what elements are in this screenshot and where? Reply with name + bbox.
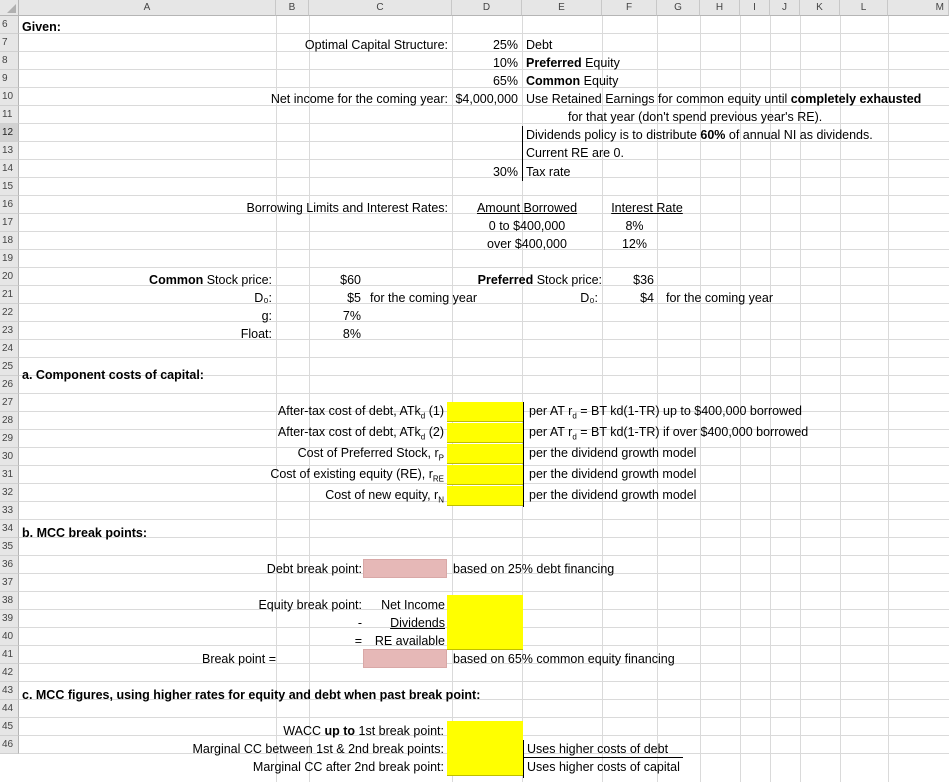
mcc-between-note: Uses higher costs of debt — [527, 742, 669, 756]
gridline — [19, 195, 949, 196]
gridline — [19, 519, 949, 520]
cost-input[interactable] — [447, 402, 523, 422]
cost-note-text: per the dividend growth model — [529, 488, 697, 502]
cost-label-text: After-tax cost of debt, ATk — [277, 425, 421, 439]
row-header[interactable]: 23 — [0, 322, 19, 340]
select-all-corner[interactable] — [0, 0, 19, 16]
row-header[interactable]: 7 — [0, 34, 19, 52]
cost-label — [200, 465, 444, 483]
tier2-rate: 12% — [621, 237, 648, 251]
cost-label-sub: RE — [432, 474, 444, 484]
row-header[interactable]: 42 — [0, 664, 19, 682]
dividends-input[interactable] — [447, 613, 523, 632]
debt-bp-input[interactable] — [363, 559, 447, 578]
row-header[interactable]: 38 — [0, 592, 19, 610]
common-stock-price-label — [100, 271, 272, 289]
col-header-m[interactable]: M — [888, 0, 949, 16]
cost-note — [529, 465, 696, 483]
div-policy-1: Dividends policy is to distribute — [526, 128, 701, 142]
note-border — [523, 740, 524, 778]
cost-input[interactable] — [447, 465, 523, 485]
row-header[interactable]: 8 — [0, 52, 19, 70]
row-header[interactable]: 9 — [0, 70, 19, 88]
cost-label-text: Cost of Preferred Stock, r — [297, 446, 439, 460]
common-rest: Equity — [583, 74, 619, 88]
note-border — [522, 126, 523, 181]
row-header[interactable]: 37 — [0, 574, 19, 592]
cost-label — [200, 444, 444, 462]
net-income-value: $4,000,000 — [455, 92, 518, 106]
net-income-label: Net income for the coming year: — [270, 92, 448, 106]
cost-note-text: per the dividend growth model — [529, 467, 697, 481]
gridline — [19, 393, 949, 394]
tier1-rate: 8% — [625, 219, 644, 233]
section-b-title: b. MCC break points: — [22, 526, 148, 540]
row-header[interactable]: 40 — [0, 628, 19, 646]
cost-label-text: Cost of new equity, r — [325, 488, 439, 502]
col-header-g[interactable]: G — [657, 0, 700, 16]
optimal-structure-label: Optimal Capital Structure: — [304, 38, 448, 52]
row-header[interactable]: 39 — [0, 610, 19, 628]
bp-label: Break point = — [201, 652, 276, 666]
cost-label-sub: d — [420, 432, 426, 442]
row-header[interactable]: 18 — [0, 232, 19, 250]
row-header[interactable]: 24 — [0, 340, 19, 358]
debt-label: Debt — [526, 38, 553, 52]
gridline — [19, 33, 949, 34]
cost-label — [200, 423, 444, 441]
mcc-after-label: Marginal CC after 2nd break point: — [252, 760, 444, 774]
row-header[interactable]: 21 — [0, 286, 19, 304]
cost-label-sub: P — [438, 453, 444, 463]
dividends-row-label: Dividends — [390, 616, 445, 630]
row-header[interactable]: 43 — [0, 682, 19, 700]
pref-stock-price: $36 — [633, 273, 654, 287]
cost-label-text: After-tax cost of debt, ATk — [277, 404, 421, 418]
debt-bp-note: based on 25% debt financing — [453, 562, 615, 576]
gridline — [309, 16, 310, 782]
pref-rest: Equity — [585, 56, 620, 70]
float-value: 8% — [342, 327, 361, 341]
col-header-l[interactable]: L — [840, 0, 888, 16]
col-header-b[interactable]: B — [276, 0, 309, 16]
row-header[interactable]: 32 — [0, 484, 19, 502]
row-header[interactable]: 10 — [0, 88, 19, 106]
common-label — [526, 72, 618, 90]
row-header[interactable]: 25 — [0, 358, 19, 376]
col-header-j[interactable]: J — [770, 0, 800, 16]
cost-note-text: per the dividend growth model — [529, 446, 697, 460]
col-header-f[interactable]: F — [602, 0, 657, 16]
cost-input[interactable] — [447, 486, 523, 506]
minus-sign: - — [357, 616, 362, 630]
mcc-between-input[interactable] — [447, 739, 523, 758]
mcc-after-input[interactable] — [447, 757, 523, 776]
float-label: Float: — [240, 327, 272, 341]
col-header-c[interactable]: C — [309, 0, 452, 16]
tax-label: Tax rate — [526, 165, 571, 179]
pref-stock-price-label — [420, 271, 602, 289]
mcc-between-label: Marginal CC between 1st & 2nd break points: — [192, 742, 444, 756]
row-header[interactable]: 34 — [0, 520, 19, 538]
cost-input[interactable] — [447, 423, 523, 443]
row-header[interactable]: 14 — [0, 160, 19, 178]
wacc-label — [150, 722, 444, 740]
mcc-after-note: Uses higher costs of capital — [527, 760, 680, 774]
row-header[interactable]: 20 — [0, 268, 19, 286]
gridline — [19, 357, 949, 358]
gridline — [19, 537, 949, 538]
row-header[interactable]: 26 — [0, 376, 19, 394]
common-bold: Common — [526, 74, 581, 88]
equals-sign: = — [354, 634, 362, 648]
note-border — [523, 757, 683, 758]
gridline — [19, 591, 949, 592]
row-header[interactable]: 46 — [0, 736, 19, 754]
gridline — [19, 717, 949, 718]
row-header[interactable]: 28 — [0, 412, 19, 430]
debt-bp-label: Debt break point: — [266, 562, 362, 576]
cost-input[interactable] — [447, 444, 523, 464]
re-note — [526, 90, 921, 108]
equity-bp-input[interactable] — [363, 649, 447, 668]
amount-borrowed-header: Amount Borrowed — [476, 201, 578, 215]
cost-note — [529, 423, 808, 441]
cost-label-text: Cost of existing equity (RE), r — [270, 467, 433, 481]
div-policy-2: of annual NI as dividends. — [725, 128, 873, 142]
row-header[interactable]: 16 — [0, 196, 19, 214]
pref-d0-value: $4 — [640, 291, 654, 305]
cost-label — [200, 402, 444, 420]
gridline — [19, 555, 949, 556]
cost-note — [529, 486, 696, 504]
cost-note-text: per AT r — [529, 425, 573, 439]
common-pct: 65% — [492, 74, 518, 88]
row-header[interactable]: 44 — [0, 700, 19, 718]
re-note-2: for that year (don't spend previous year's RE). — [568, 110, 823, 124]
common-stock-rest: Stock price: — [203, 273, 272, 287]
tier1-amount: 0 to $400,000 — [488, 219, 566, 233]
d0-note: for the coming year — [370, 291, 477, 305]
net-income-input[interactable] — [447, 595, 523, 614]
cost-note-rest: = BT kd(1-TR) up to $400,000 borrowed — [576, 404, 803, 418]
row-header[interactable]: 19 — [0, 250, 19, 268]
re-available-label: RE available — [374, 634, 445, 648]
debt-pct: 25% — [492, 38, 518, 52]
g-value: 7% — [342, 309, 361, 323]
cost-note — [529, 444, 696, 462]
tier2-amount: over $400,000 — [487, 237, 567, 251]
borrowing-label: Borrowing Limits and Interest Rates: — [246, 201, 448, 215]
gridline — [19, 681, 949, 682]
note-border — [523, 402, 524, 507]
row-header[interactable]: 17 — [0, 214, 19, 232]
cost-label-sub: d — [420, 411, 426, 421]
cost-label-sub: N — [438, 495, 444, 505]
common-stock-bold: Common — [149, 273, 204, 287]
row-header[interactable]: 30 — [0, 448, 19, 466]
re-available-input[interactable] — [447, 631, 523, 650]
pref-stock-bold: Preferred — [477, 273, 534, 287]
section-a-title: a. Component costs of capital: — [22, 368, 204, 382]
section-c-title: c. MCC figures, using higher rates for equity and debt when past break point: — [22, 688, 481, 702]
d0-value: $5 — [347, 291, 361, 305]
col-header-k[interactable]: K — [800, 0, 840, 16]
g-label: g: — [261, 309, 272, 323]
pref-stock-rest: Stock price: — [533, 273, 602, 287]
div-policy-bold: 60% — [700, 128, 726, 142]
cost-label — [200, 486, 444, 504]
bp-note: based on 65% common equity financing — [453, 652, 675, 666]
row-header[interactable]: 29 — [0, 430, 19, 448]
row-header[interactable]: 15 — [0, 178, 19, 196]
row-header[interactable]: 12 — [0, 124, 19, 142]
equity-bp-label: Equity break point: — [258, 598, 362, 612]
col-header-h[interactable]: H — [700, 0, 740, 16]
row-header[interactable]: 45 — [0, 718, 19, 736]
re-note-bold: completely exhausted — [790, 92, 922, 106]
wacc-1: WACC — [283, 724, 325, 738]
net-income-row-label: Net Income — [381, 598, 445, 612]
row-header[interactable]: 33 — [0, 502, 19, 520]
pref-d0-label: D₀: — [580, 291, 598, 305]
pref-d0-note: for the coming year — [666, 291, 773, 305]
gridline — [276, 16, 277, 782]
pref-bold: Preferred — [526, 56, 582, 70]
d0-label: D₀: — [254, 291, 272, 305]
pref-pct: 10% — [492, 56, 518, 70]
gridline — [888, 16, 889, 782]
gridline — [19, 159, 949, 160]
re-note-1: Use Retained Earnings for common equity until — [526, 92, 791, 106]
cost-note-rest: = BT kd(1-TR) if over $400,000 borrowed — [576, 425, 809, 439]
wacc-bold: up to — [324, 724, 356, 738]
row-header[interactable]: 22 — [0, 304, 19, 322]
cost-label-suffix: (2) — [425, 425, 444, 439]
current-re: Current RE are 0. — [526, 146, 624, 160]
row-header[interactable]: 36 — [0, 556, 19, 574]
row-header[interactable]: 13 — [0, 142, 19, 160]
cost-note — [529, 402, 802, 420]
dividend-policy — [526, 126, 873, 144]
row-header[interactable]: 11 — [0, 106, 19, 124]
common-stock-price: $60 — [340, 273, 361, 287]
row-header[interactable]: 35 — [0, 538, 19, 556]
interest-rate-header: Interest Rate — [611, 201, 683, 215]
col-header-i[interactable]: I — [740, 0, 770, 16]
row-header[interactable]: 6 — [0, 16, 19, 34]
col-header-e[interactable]: E — [522, 0, 602, 16]
tax-pct: 30% — [492, 165, 518, 179]
row-header[interactable]: 27 — [0, 394, 19, 412]
cost-note-sub: d — [572, 411, 577, 421]
wacc-2: 1st break point: — [355, 724, 444, 738]
gridline — [19, 267, 949, 268]
row-header[interactable]: 31 — [0, 466, 19, 484]
cost-label-suffix: (1) — [425, 404, 444, 418]
given-title: Given: — [22, 20, 61, 34]
col-header-d[interactable]: D — [452, 0, 522, 16]
cost-note-sub: d — [572, 432, 577, 442]
cost-note-text: per AT r — [529, 404, 573, 418]
pref-label — [526, 54, 620, 72]
wacc-input[interactable] — [447, 721, 523, 740]
row-header[interactable]: 41 — [0, 646, 19, 664]
col-header-a[interactable]: A — [19, 0, 276, 16]
